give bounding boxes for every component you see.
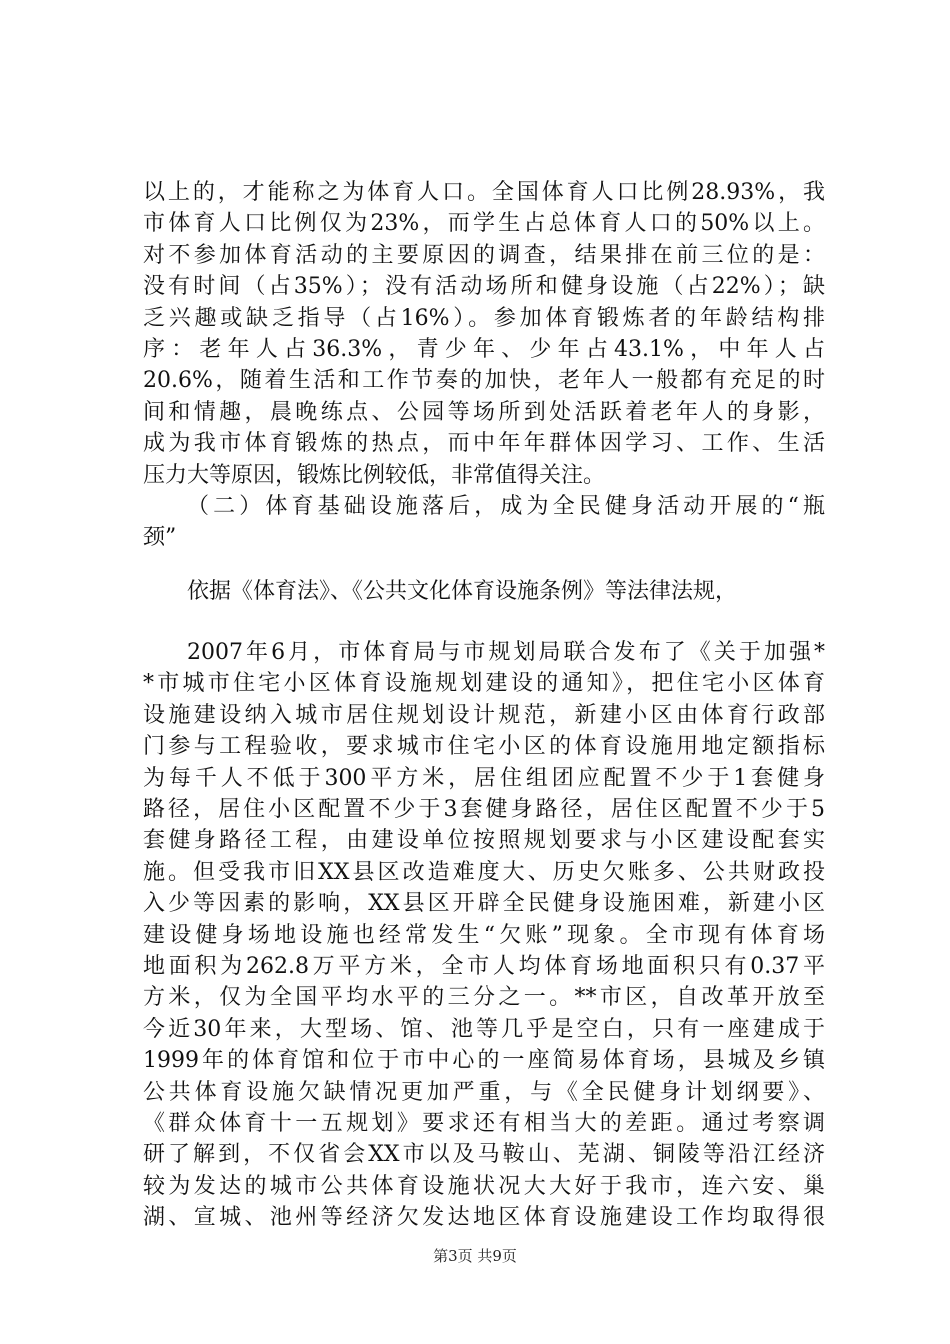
text-line: 方米，仅为全国平均水平的三分之一。**市区，自改革开放至 [143,985,825,1011]
text-line: 20.6%，随着生活和工作节奏的加快，老年人一般都有充足的时 [143,368,825,394]
paragraph-sports-population [143,177,825,491]
heading-line: 颈” [143,525,177,551]
text-line: 为每千人不低于300平方米，居住组团应配置不少于1套健身 [143,765,825,791]
text-line: 市体育人口比例仅为23%，而学生占总体育人口的50%以上。 [143,211,825,237]
text-line: 公共体育设施欠缺情况更加严重，与《全民健身计划纲要》、 [143,1079,825,1105]
heading-line: （二）体育基础设施落后，成为全民健身活动开展的“瓶 [187,493,825,519]
text-line: 湖、宣城、池州等经济欠发达地区体育设施建设工作均取得很 [143,1205,825,1231]
document-body [143,177,825,1234]
section-heading [143,491,825,554]
text-line: 压力大等原因，锻炼比例较低，非常值得关注。 [143,462,606,488]
text-line: 套健身路径工程，由建设单位按照规划要求与小区建设配套实 [143,828,825,854]
text-line: *市城市住宅小区体育设施规划建设的通知》，把住宅小区体育 [143,671,825,697]
text-line: 施。但受我市旧XX县区改造难度大、历史欠账多、公共财政投 [143,859,825,885]
text-line: 以上的，才能称之为体育人口。全国体育人口比例28.93%，我 [143,180,825,205]
spacer [143,554,825,576]
intro-line: 依据《体育法》、《公共文化体育设施条例》等法律法规， [187,578,738,604]
text-line: 建设健身场地设施也经常发生“欠账”现象。全市现有体育场 [143,922,825,948]
text-line: 门参与工程验收，要求城市住宅小区的体育设施用地定额指标 [143,734,825,760]
text-line: 地面积为262.8万平方米，全市人均体育场地面积只有0.37平 [143,953,825,979]
text-line: 路径，居住小区配置不少于3套健身路径，居住区配置不少于5 [143,797,825,823]
text-line: 较为发达的城市公共体育设施状况大大好于我市，连六安、巢 [143,1173,825,1199]
spacer [143,607,825,637]
text-line: 成为我市体育锻炼的热点，而中年年群体因学习、工作、生活 [143,431,825,457]
text-line: 《群众体育十一五规划》要求还有相当大的差距。通过考察调 [143,1110,825,1136]
text-line: 研了解到，不仅省会XX市以及马鞍山、芜湖、铜陵等沿江经济 [143,1142,825,1168]
page-number-footer: 第3页 共9页 [433,1247,517,1265]
text-line: 乏兴趣或缺乏指导（占16%）。参加体育锻炼者的年龄结构排 [143,305,825,331]
text-line: 没有时间（占35%）；没有活动场所和健身设施（占22%）；缺 [143,274,825,300]
text-line: 对不参加体育活动的主要原因的调查，结果排在前三位的是： [143,242,825,268]
paragraph-facilities [143,637,825,1233]
text-line: 设施建设纳入城市居住规划设计规范，新建小区由体育行政部 [143,702,825,728]
text-line: 序：老年人占36.3%，青少年、少年占43.1%，中年人占 [143,336,825,362]
text-line: 入少等因素的影响，XX县区开辟全民健身设施困难，新建小区 [143,891,825,917]
text-line: 今近30年来，大型场、馆、池等几乎是空白，只有一座建成于 [143,1016,825,1042]
text-line: 间和情趣，晨晚练点、公园等场所到处活跃着老年人的身影， [143,399,825,425]
text-line: 2007年6月，市体育局与市规划局联合发布了《关于加强* [187,640,825,666]
text-line: 1999年的体育馆和位于市中心的一座简易体育场，县城及乡镇 [143,1048,825,1074]
